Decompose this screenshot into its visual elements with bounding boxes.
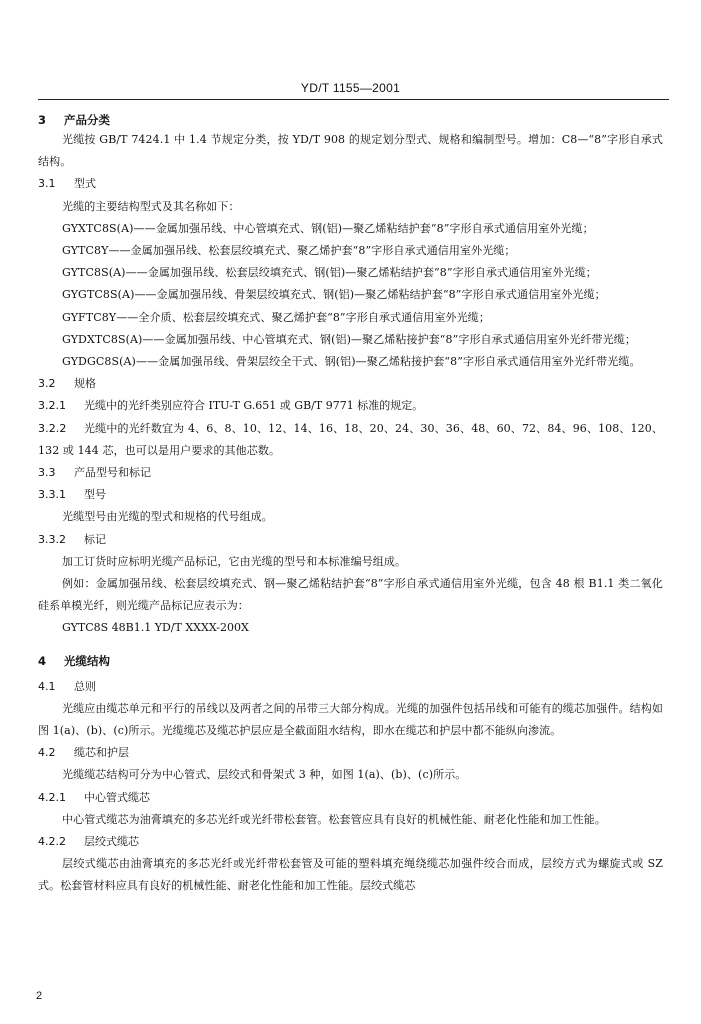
section-4-2-2-heading: [38, 831, 663, 853]
header-rule: [38, 99, 669, 100]
section-4-2-1-paragraph: 中心管式缆芯为油膏填充的多芯光纤或光纤带松套管。松套管应具有良好的机械性能、耐老化性能和加工性能。: [62, 812, 606, 826]
section-3-3-1-paragraph: 光缆型号由光缆的型式和规格的代号组成。: [62, 510, 273, 524]
section-title: 型号: [84, 488, 106, 502]
section-4-2-heading: [38, 742, 663, 764]
cable-type-item: GYGTC8S(A)——金属加强吊线、骨架层绞填充式、钢(铝)—聚乙烯粘结护套“8”字形自承式通信用室外光缆；: [62, 288, 606, 302]
marking-example: GYTC8S 48B1.1 YD/T XXXX-200X: [62, 621, 249, 635]
section-title: 型式: [74, 177, 96, 191]
document-body: [38, 109, 663, 898]
section-number: 4.1: [38, 679, 56, 693]
section-3-1-heading: [38, 173, 663, 195]
section-text: 光缆中的光纤数宜为 4、6、8、10、12、14、16、18、20、24、30、36、48、60、72、84、96、108、120、132 或 144 芯，也可以是用户要求的其他芯数。: [38, 421, 663, 457]
section-number: 3: [38, 113, 47, 127]
cable-type-item: GYTC8Y——金属加强吊线、松套层绞填充式、聚乙烯护套“8”字形自承式通信用室外光缆；: [62, 244, 516, 257]
section-4-2-paragraph: 光缆缆芯结构可分为中心管式、层绞式和骨架式 3 种，如图 1(a)、(b)、(c)所示。: [62, 768, 467, 782]
section-title: 光缆结构: [64, 653, 110, 668]
section-title: 规格: [74, 377, 96, 391]
section-3-2-heading: [38, 373, 663, 395]
section-4-2-1-heading: [38, 787, 663, 809]
section-number: 3.2: [38, 377, 56, 391]
standard-number-header: YD/T 1155—2001: [300, 81, 401, 95]
section-3-3-2-paragraph-1: 加工订货时应标明光缆产品标记，它由光缆的型号和本标准编号组成。: [62, 554, 407, 568]
section-3-1-intro: 光缆的主要结构型式及其名称如下：: [62, 199, 240, 213]
section-title: 层绞式缆芯: [84, 834, 139, 848]
section-title: 产品型号和标记: [74, 466, 151, 480]
section-number: 4.2: [38, 746, 56, 760]
section-3-paragraph: 光缆按 GB/T 7424.1 中 1.4 节规定分类，按 YD/T 908 的规定划分型式、规格和编制型号。增加：C8—“8”字形自承式结构。: [38, 133, 663, 169]
section-3-3-1-heading: [38, 484, 663, 506]
cable-type-item: GYDXTC8S(A)——金属加强吊线、中心管填充式、钢(铝)—聚乙烯粘接护套“8”字形自承式通信用室外光纤带光缆；: [62, 332, 636, 346]
section-text: 光缆中的光纤类别应符合 ITU-T G.651 或 GB/T 9771 标准的规定。: [84, 399, 424, 413]
section-number: 3.2.2: [38, 421, 67, 435]
section-4-1-paragraph: 光缆应由缆芯单元和平行的吊线以及两者之间的吊带三大部分构成。光缆的加强件包括吊线和可能有的缆芯加强件。结构如图 1(a)、(b)、(c)所示。光缆缆芯及缆芯护层应是全截面阻水结构，即水在缆芯和护层中都不能纵向渗流。: [38, 701, 663, 737]
section-3-heading: [38, 111, 663, 129]
section-title: 总则: [74, 679, 96, 693]
section-number: 3.3.2: [38, 532, 66, 546]
section-number: 3.3.1: [38, 488, 66, 502]
section-3-2-2: [38, 418, 663, 462]
section-number: 4: [38, 653, 47, 668]
cable-type-item: GYXTC8S(A)——金属加强吊线、中心管填充式、钢(铝)—聚乙烯粘结护套“8”字形自承式通信用室外光缆；: [62, 221, 594, 235]
cable-type-item: GYFTC8Y——全介质、松套层绞填充式、聚乙烯护套“8”字形自承式通信用室外光缆；: [62, 310, 490, 324]
section-number: 3.2.1: [38, 399, 66, 413]
section-4-heading: [38, 652, 663, 670]
page-number: 2: [36, 990, 43, 1002]
section-4-1-heading: [38, 676, 663, 698]
section-3-2-1: [38, 395, 663, 417]
section-3-3-heading: [38, 462, 663, 484]
cable-type-item: GYDGC8S(A)——金属加强吊线、骨架层绞全干式、钢(铝)—聚乙烯粘接护套“8”字形自承式通信用室外光纤带光缆。: [62, 355, 641, 369]
cable-type-item: GYTC8S(A)——金属加强吊线、松套层绞填充式、钢(铝)—聚乙烯粘结护套“8”字形自承式通信用室外光缆；: [62, 266, 597, 280]
section-number: 3.1: [38, 177, 56, 191]
section-number: 4.2.2: [38, 834, 66, 848]
section-number: 3.3: [38, 466, 56, 480]
section-3-3-2-heading: [38, 529, 663, 551]
section-title: 产品分类: [64, 113, 110, 127]
section-title: 缆芯和护层: [74, 746, 129, 760]
section-4-2-2-paragraph: 层绞式缆芯由油膏填充的多芯光纤或光纤带松套管及可能的塑料填充绳绕缆芯加强件绞合而成，层绞方式为螺旋式或 SZ 式。松套管材料应具有良好的机械性能、耐老化性能和加工性能。层绞式缆芯: [38, 857, 663, 893]
section-3-3-2-paragraph-2: 例如：金属加强吊线、松套层绞填充式、钢—聚乙烯粘结护套“8”字形自承式通信用室外光缆，包含 48 根 B1.1 类二氧化硅系单模光纤，则光缆产品标记应表示为：: [38, 576, 663, 613]
section-title: 中心管式缆芯: [84, 790, 150, 804]
section-title: 标记: [84, 532, 106, 546]
section-number: 4.2.1: [38, 790, 66, 804]
